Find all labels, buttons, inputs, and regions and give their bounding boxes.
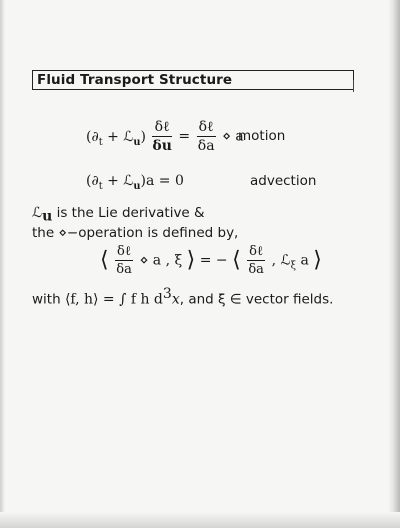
motion-fraction-left: $\frac{\text{δℓ}}{\delta u}$ [152, 119, 172, 154]
equation-advection: ($\partial_t$ + ℒ$_u$)a = 0 [86, 173, 184, 192]
advection-label: advection [250, 173, 317, 189]
motion-label: motion [238, 128, 286, 144]
scan-edge-right [388, 0, 400, 528]
definition-fraction-left: $\frac{\text{δℓ}}{\delta a}$ [116, 244, 132, 277]
lie-derivative-line: ℒ$_u$ is the Lie derivative & [32, 205, 205, 225]
pairing-definition-line: with ⟨f, h⟩ = ∫ f h $d^3x$, and ξ ∈ vector fields. [32, 286, 334, 308]
section-title: Fluid Transport Structure [37, 72, 233, 88]
motion-lhs: ($\partial_t$ + ℒ$_u$) [86, 128, 146, 148]
section-header-box [32, 70, 354, 90]
motion-equals: = [178, 128, 191, 145]
diamond-operation-line: the ⋄−operation is defined by, [32, 225, 239, 241]
motion-diamond-a: ⋄ a [222, 128, 244, 145]
header-rule-tick [353, 80, 354, 92]
definition-fraction-right: $\frac{\text{δℓ}}{\delta a}$ [248, 244, 264, 277]
diamond-definition-equation: ⟨ $\frac{\text{δℓ}}{\delta a}$ ⋄ a , ξ ⟩ = − ⟨ $\frac{\text{δℓ}}{\delta a}$ , ℒ$_\xi$ a ⟩ [100, 244, 322, 277]
motion-fraction-right: $\frac{\text{δℓ}}{\delta a}$ [197, 119, 215, 154]
scan-edge-bottom [0, 512, 400, 528]
equation-motion [86, 120, 244, 153]
scan-edge-left [0, 0, 5, 528]
